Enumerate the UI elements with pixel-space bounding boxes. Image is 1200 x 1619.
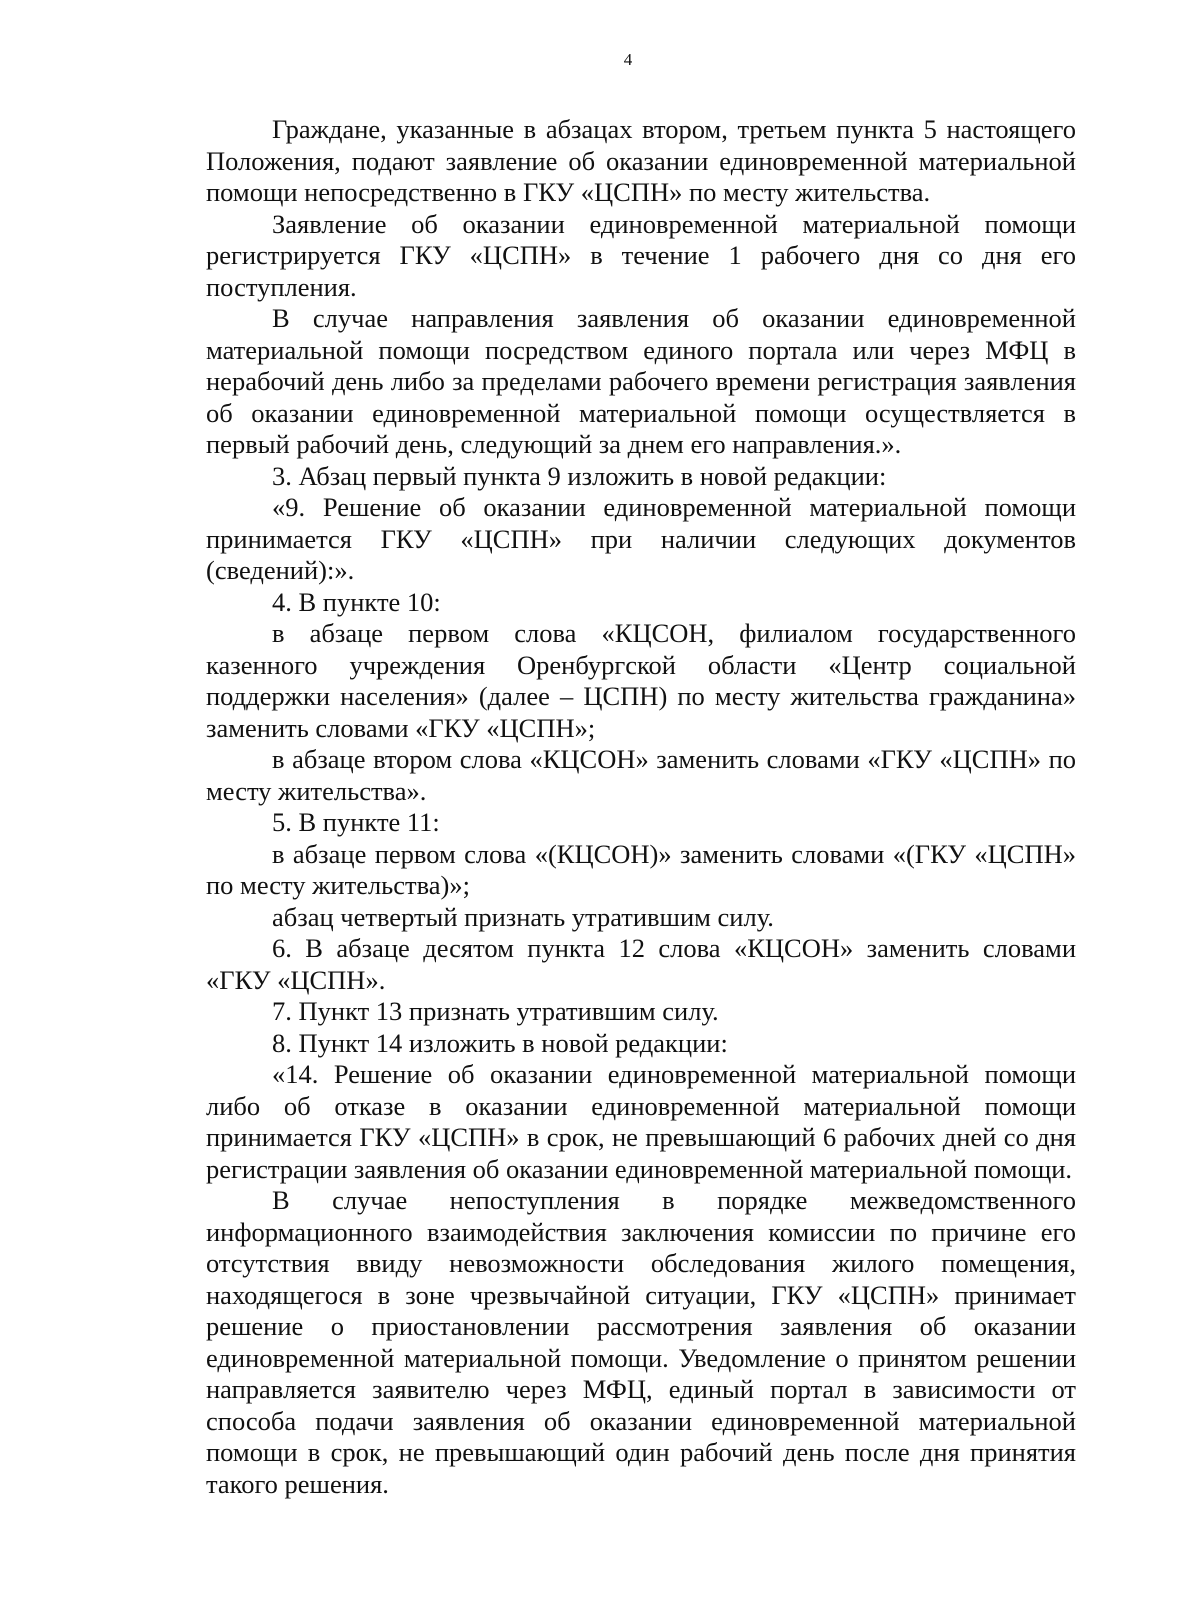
paragraph: 6. В абзаце десятом пункта 12 слова «КЦСОН» заменить словами «ГКУ «ЦСПН». bbox=[206, 933, 1076, 995]
paragraph: 3. Абзац первый пункта 9 изложить в новой редакции: bbox=[272, 460, 887, 491]
paragraph: 5. В пункте 11: bbox=[272, 807, 440, 837]
paragraph: в абзаце первом слова «КЦСОН, филиалом государственного казенного учреждения Оренбургской области «Центр социальной поддержки населения» (далее – ЦСПН) по месту жительства гражданина» заменить словами «ГКУ «ЦСПН»; bbox=[206, 618, 1076, 743]
paragraph: Заявление об оказании единовременной материальной помощи регистрируется ГКУ «ЦСПН» в течение 1 рабочего дня со дня его поступления. bbox=[206, 208, 1076, 302]
paragraph: 8. Пункт 14 изложить в новой редакции: bbox=[272, 1027, 728, 1058]
paragraph: Граждане, указанные в абзацах втором, третьем пункта 5 настоящего Положения, подают заявление об оказании единовременной материальной помощи непосредственно в ГКУ «ЦСПН» по месту жительства. bbox=[206, 114, 1076, 207]
paragraph: 7. Пункт 13 признать утратившим силу. bbox=[272, 996, 719, 1026]
paragraph: в абзаце втором слова «КЦСОН» заменить словами «ГКУ «ЦСПН» по месту жительства». bbox=[206, 744, 1076, 806]
paragraph: «9. Решение об оказании единовременной материальной помощи принимается ГКУ «ЦСПН» при наличии следующих документов (сведений):». bbox=[206, 492, 1076, 585]
paragraph: абзац четвертый признать утратившим силу. bbox=[272, 901, 774, 932]
paragraph: В случае направления заявления об оказании единовременной материальной помощи посредством единого портала или через МФЦ в нерабочий день либо за пределами рабочего времени регистрация заявления об оказании единовременной материальной помощи осуществляется в первый рабочий день, следующий за днем его направления.». bbox=[206, 303, 1076, 459]
paragraph: В случае непоступления в порядке межведомственного информационного взаимодействия заключения комиссии по причине его отсутствия ввиду невозможности обследования жилого помещения, находящегося в зоне чрезвычайной ситуации, ГКУ «ЦСПН» принимает решение о приостановлении рассмотрения заявления об оказании единовременной материальной помощи. Уведомление о принятом решении направляется заявителю через МФЦ, единый портал в зависимости от способа подачи заявления об оказании единовременной материальной помощи в срок, не превышающий один рабочий день после дня принятия такого решения. bbox=[206, 1185, 1076, 1499]
page-number: 4 bbox=[623, 50, 633, 69]
document-body bbox=[206, 114, 1076, 1500]
paragraph: «14. Решение об оказании единовременной материальной помощи либо об отказе в оказании единовременной материальной помощи принимается ГКУ «ЦСПН» в срок, не превышающий 6 рабочих дней со дня регистрации заявления об оказании единовременной материальной помощи. bbox=[206, 1059, 1076, 1184]
paragraph: 4. В пункте 10: bbox=[272, 586, 441, 617]
paragraph: в абзаце первом слова «(КЦСОН)» заменить словами «(ГКУ «ЦСПН» по месту жительства)»; bbox=[206, 838, 1076, 900]
